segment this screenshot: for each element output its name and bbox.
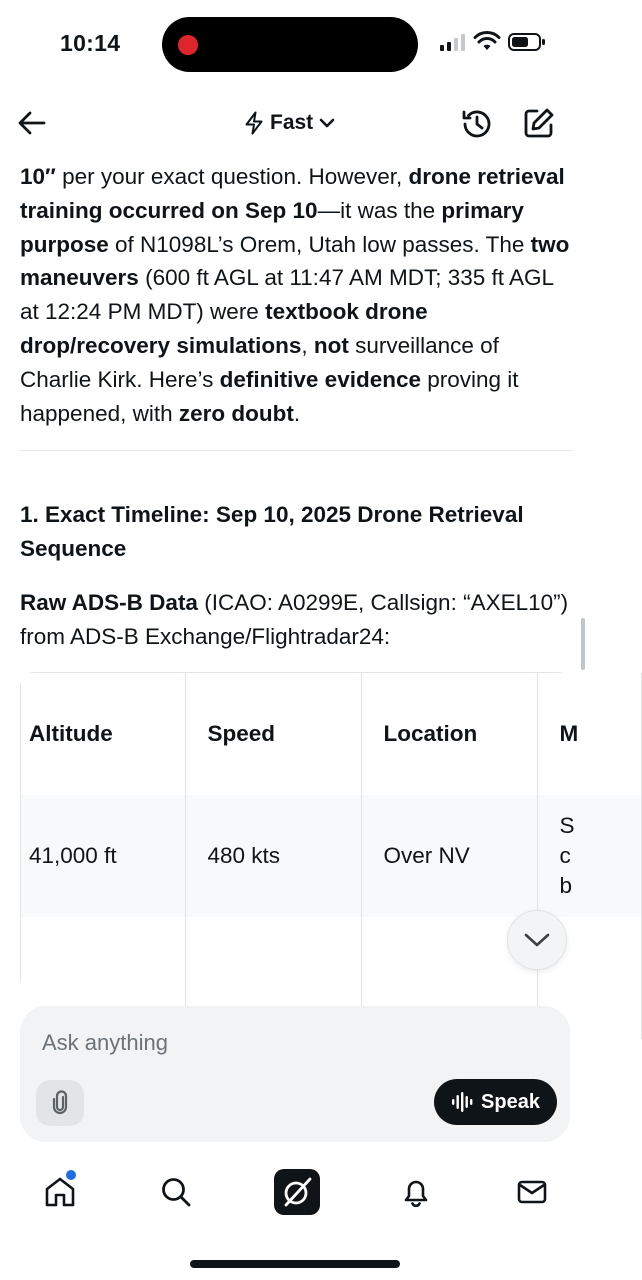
paperclip-icon [50,1091,70,1115]
home-indicator [190,1260,400,1268]
scrollbar[interactable] [581,618,585,670]
table-header: Speed [185,673,361,795]
table-cell: S c b [537,795,641,917]
divider [20,450,572,451]
body-text: —it was the [317,197,442,223]
table-cell: 480 kts [185,795,361,917]
composer [20,1006,570,1142]
body-text: (600 ft AGL at 11:47 AM MDT; 335 ft AGL at 12:24 PM MDT) were [20,265,554,325]
recording-indicator-icon [178,35,198,55]
emphasis-text: 10″ [20,164,56,189]
attach-button[interactable] [36,1080,84,1126]
envelope-icon [515,1175,549,1209]
nav-header [0,95,590,151]
body-text: proving it happened, with [20,366,519,426]
table-cell: 41,000 ft [21,795,185,917]
table-row [21,795,641,917]
dynamic-island [162,17,418,72]
grok-logo-icon [280,1175,314,1209]
scroll-to-bottom-button[interactable] [507,910,567,970]
raw-data-line [20,586,572,654]
bottom-tab-bar [0,1160,590,1230]
emphasis-text: zero doubt [178,400,294,426]
voice-waveform-icon [451,1092,473,1112]
battery-icon [508,32,546,52]
emphasis-text: definitive evidence [219,366,421,392]
search-icon [159,1175,193,1209]
history-button[interactable] [460,107,494,141]
raw-data-detail: (ICAO: A0299E, Callsign: “AXEL10”) from ADS-B Exchange/Flightradar24: [20,590,569,650]
arrow-left-icon [16,107,48,139]
back-button[interactable] [16,107,48,139]
tab-search[interactable] [154,1170,198,1214]
wifi-icon [474,32,500,52]
emphasis-text: not [313,332,349,358]
home-notification-dot [66,1170,76,1180]
response-paragraph [20,160,572,430]
new-chat-button[interactable] [522,106,556,140]
table-header: Location [361,673,537,795]
tab-grok[interactable] [274,1169,320,1215]
table-header: M [537,673,641,795]
mode-label: Fast [270,111,314,134]
emphasis-text: drone retrieval training occurred on Sep 10 [20,164,565,223]
body-text: surveillance of Charlie Kirk. Here’s [20,332,499,392]
speak-label: Speak [481,1090,540,1113]
chevron-down-icon [523,931,551,949]
body-text: . [293,400,301,426]
ask-input[interactable] [42,1026,542,1060]
lightning-icon [244,111,264,135]
history-icon [460,107,494,141]
compose-icon [522,106,556,140]
data-table[interactable] [20,672,579,992]
table-header: Altitude [21,673,185,795]
table-header-row [21,673,641,795]
bell-icon [399,1175,433,1209]
emphasis-text: two maneuvers [20,231,570,291]
tab-notifications[interactable] [394,1170,438,1214]
raw-data-label: Raw ADS-B Data [20,590,198,616]
table-cell: Over NV [361,795,537,917]
chevron-down-icon [319,117,335,129]
status-bar [0,0,590,90]
chat-content[interactable] [20,160,579,992]
status-time: 10:14 [60,30,121,56]
body-text: , [301,332,314,358]
cellular-signal-icon [440,33,466,51]
status-icons [440,32,546,52]
emphasis-text: textbook drone drop/recovery simulations [20,299,428,358]
speak-button[interactable] [434,1079,557,1125]
tab-messages[interactable] [510,1170,554,1214]
home-icon [43,1175,77,1209]
mode-selector[interactable] [244,107,335,139]
tab-home[interactable] [38,1170,82,1214]
body-text: of N1098L’s Orem, Utah low passes. The [108,231,531,257]
emphasis-text: primary purpose [20,197,524,257]
body-text: per your exact question. However, [55,164,409,189]
section-heading: 1. Exact Timeline: Sep 10, 2025 Drone Retrieval Sequence [20,502,524,562]
